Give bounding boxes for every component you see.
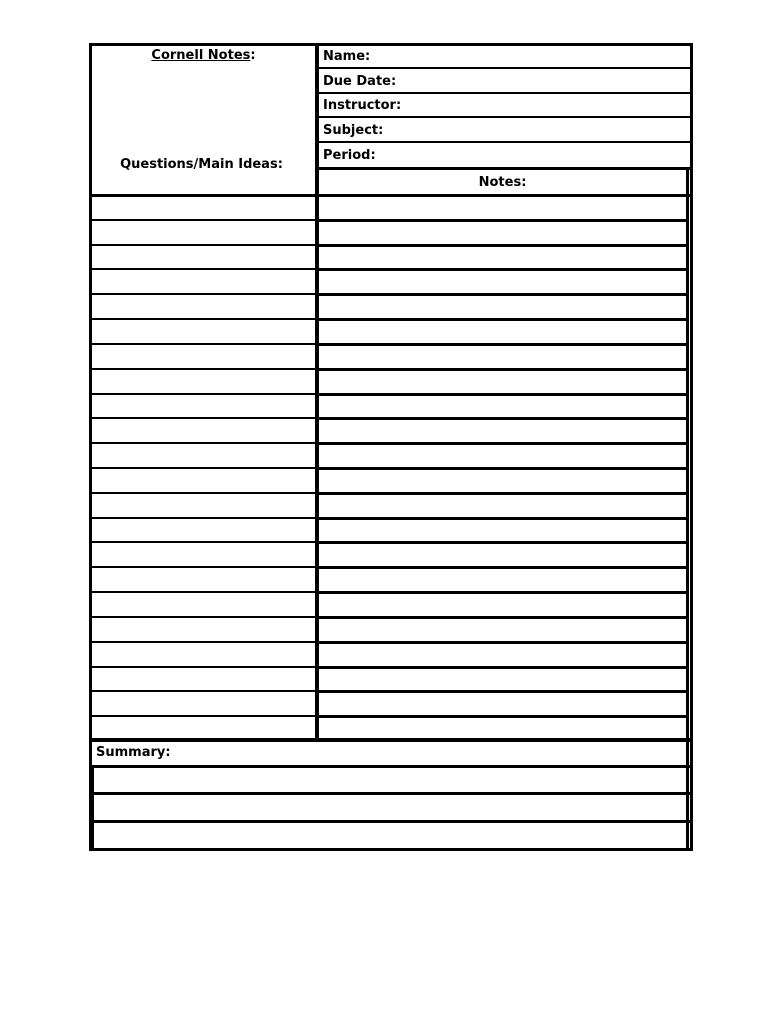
instructor-field-label: Instructor:	[323, 98, 402, 113]
notes-row-line	[317, 641, 689, 644]
notes-row-line	[317, 690, 689, 693]
notes-row-line	[317, 417, 689, 420]
notes-row-line	[317, 591, 689, 594]
notes-row-line	[317, 244, 689, 247]
question-row-line	[89, 343, 317, 345]
question-row-line	[89, 541, 317, 543]
name-field-label: Name:	[323, 49, 371, 64]
question-row-line	[89, 393, 317, 395]
notes-row-line	[317, 666, 689, 669]
notes-row-line	[317, 442, 689, 445]
question-row-line	[89, 492, 317, 494]
page-title	[89, 48, 318, 63]
notes-row-line	[317, 318, 689, 321]
question-row-line	[89, 442, 317, 444]
header-bottom-line	[89, 194, 693, 197]
cornell-notes-sheet	[89, 43, 693, 851]
questions-main-ideas-label: Questions/Main Ideas:	[120, 157, 283, 172]
question-row-line	[89, 641, 317, 643]
question-row-line	[89, 591, 317, 593]
notes-row-line	[317, 492, 689, 495]
notes-row-line	[317, 467, 689, 470]
notes-row-line	[317, 268, 689, 271]
question-row-line	[89, 318, 317, 320]
question-row-line	[89, 417, 317, 419]
notes-header-top	[318, 167, 693, 170]
question-row-line	[89, 566, 317, 568]
summary-top-line	[89, 738, 693, 742]
title-colon: :	[250, 48, 256, 63]
summary-left-border	[92, 765, 94, 848]
question-row-line	[89, 616, 317, 618]
summary-line	[89, 820, 693, 823]
question-row-line	[89, 715, 317, 717]
subject-field-label: Subject:	[323, 123, 384, 138]
notes-row-line	[317, 293, 689, 296]
question-row-line	[89, 368, 317, 370]
summary-line	[89, 765, 693, 768]
notes-row-line	[317, 219, 689, 222]
question-row-line	[89, 690, 317, 692]
notes-row-line	[317, 566, 689, 569]
notes-header: Notes:	[478, 175, 527, 190]
notes-row-line	[317, 715, 689, 718]
field-divider	[318, 116, 693, 118]
notes-row-line	[317, 517, 689, 520]
period-field-label: Period:	[323, 148, 376, 163]
summary-line	[89, 792, 693, 795]
notes-row-line	[317, 343, 689, 346]
field-divider	[318, 67, 693, 69]
question-row-line	[89, 219, 317, 221]
question-row-line	[89, 467, 317, 469]
notes-row-line	[317, 393, 689, 396]
question-row-line	[89, 244, 317, 246]
notes-row-line	[317, 541, 689, 544]
due-date-field-label: Due Date:	[323, 74, 397, 89]
summary-label: Summary:	[96, 745, 171, 760]
question-row-line	[89, 517, 317, 519]
title-cell	[89, 43, 318, 195]
title-text: Cornell Notes	[151, 48, 251, 63]
notes-row-line	[317, 616, 689, 619]
field-divider	[318, 141, 693, 143]
notes-row-line	[317, 368, 689, 371]
field-divider	[318, 92, 693, 94]
question-row-line	[89, 666, 317, 668]
question-row-line	[89, 293, 317, 295]
column-divider	[315, 43, 319, 740]
question-row-line	[89, 268, 317, 270]
